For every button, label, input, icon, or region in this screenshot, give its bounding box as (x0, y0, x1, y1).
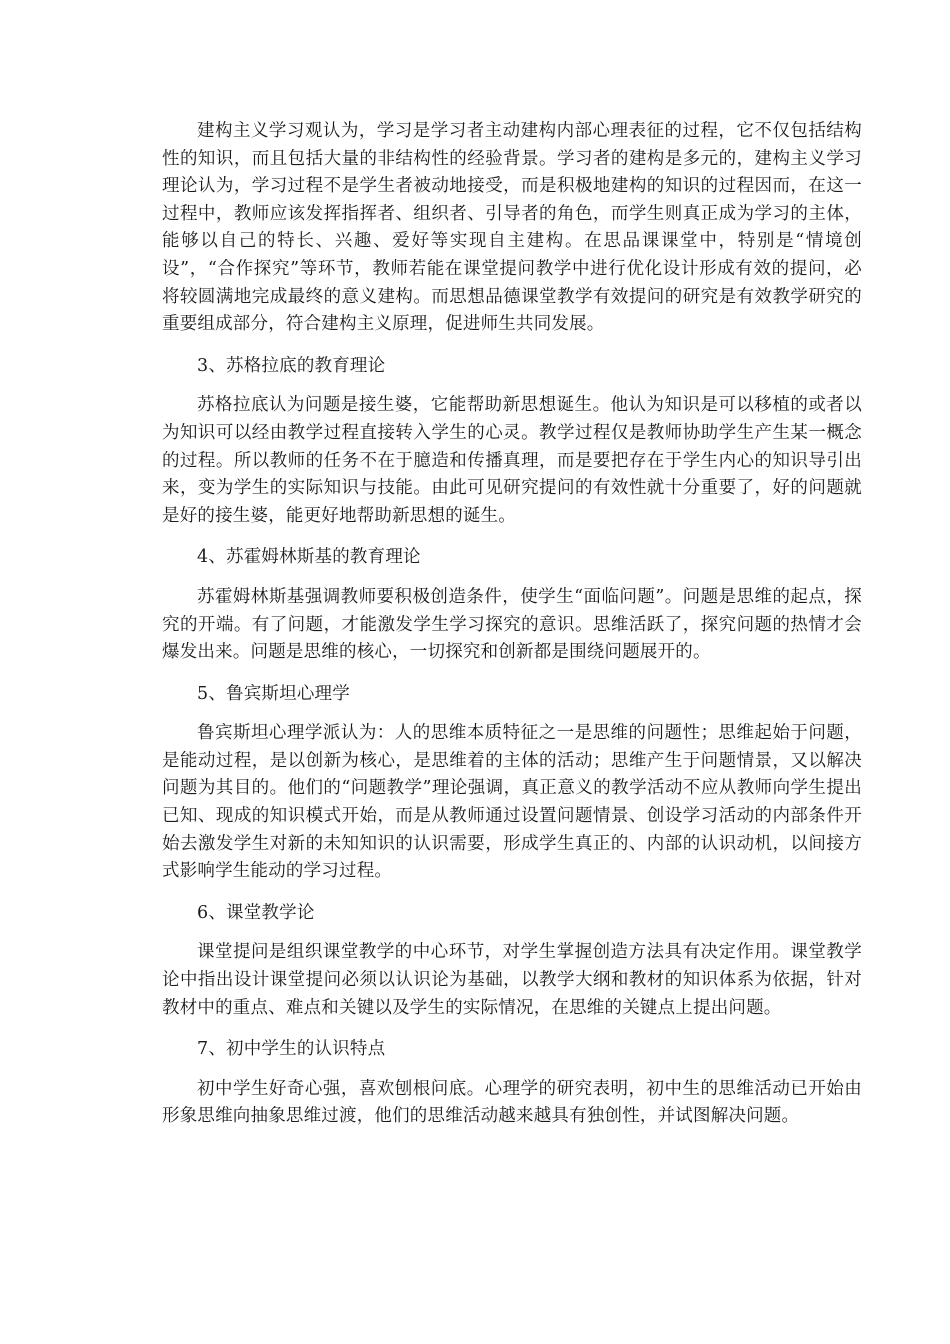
paragraph-sukhomlinsky: 苏霍姆林斯基强调教师要积极创造条件，使学生“面临问题”。问题是思维的起点，探究的开端。有了问题，才能激发学生学习探究的意识。思维活跃了，探究问题的热情才会爆发出来。问题是思维的核心，一切探究和创新都是围绕问题展开的。 (162, 586, 862, 663)
heading-rubinstein: 5、鲁宾斯坦心理学 (197, 683, 350, 704)
paragraph-classroom-teaching: 课堂提问是组织课堂教学的中心环节，对学生掌握创造方法具有决定作用。课堂教学论中指出设计课堂提问必须以认识论为基础，以教学大纲和教材的知识体系为依据，针对教材中的重点、难点和关键以及学生的实际情况，在思维的关键点上提出问题。 (162, 942, 862, 1018)
heading-classroom-teaching: 6、课堂教学论 (197, 902, 315, 923)
heading-socrates: 3、苏格拉底的教育理论 (197, 355, 386, 376)
heading-sukhomlinsky: 4、苏霍姆林斯基的教育理论 (197, 547, 421, 568)
document-page (162, 118, 862, 1145)
paragraph-junior-students: 初中学生好奇心强，喜欢刨根问底。心理学的研究表明，初中生的思维活动已开始由形象思维向抽象思维过渡，他们的思维活动越来越具有独创性，并试图解决问题。 (162, 1078, 862, 1127)
paragraph-socrates: 苏格拉底认为问题是接生婆，它能帮助新思想诞生。他认为知识是可以移植的或者以为知识可以经由教学过程直接转入学生的心灵。教学过程仅是教师协助学生产生某一概念的过程。所以教师的任务不在于臆造和传播真理，而是要把存在于学生内心的知识导引出来，变为学生的实际知识与技能。由此可见研究提问的有效性就十分重要了，好的问题就是好的接生婆，能更好地帮助新思想的诞生。 (162, 395, 862, 526)
paragraph-rubinstein: 鲁宾斯坦心理学派认为：人的思维本质特征之一是思维的问题性；思维起始于问题，是能动过程，是以创新为核心，是思维着的主体的活动；思维产生于问题情景，又以解决问题为其目的。他们的“问题教学”理论强调，真正意义的教学活动不应从教师向学生提出已知、现成的知识模式开始，而是从教师通过设置问题情景、创设学习活动的内部条件开始去激发学生对新的未知知识的认识需要，形成学生真正的、内部的认识动机，以间接方式影响学生能动的学习过程。 (162, 723, 862, 882)
heading-junior-students: 7、初中学生的认识特点 (197, 1039, 386, 1060)
paragraph-constructivism: 建构主义学习观认为，学习是学习者主动建构内部心理表征的过程，它不仅包括结构性的知识，而且包括大量的非结构性的经验背景。学习者的建构是多元的，建构主义学习理论认为，学习过程不是学生者被动地接受，而是积极地建构的知识的过程因而，在这一过程中，教师应该发挥指挥者、组织者、引导者的角色，而学生则真正成为学习的主体，能够以自己的特长、兴趣、爱好等实现自主建构。在思品课课堂中，特别是“情境创设”，“合作探究”等环节，教师若能在课堂提问教学中进行优化设计形成有效的提问，必将较圆满地完成最终的意义建构。而思想品德课堂教学有效提问的研究是有效教学研究的重要组成部分，符合建构主义原理，促进师生共同发展。 (162, 121, 862, 335)
